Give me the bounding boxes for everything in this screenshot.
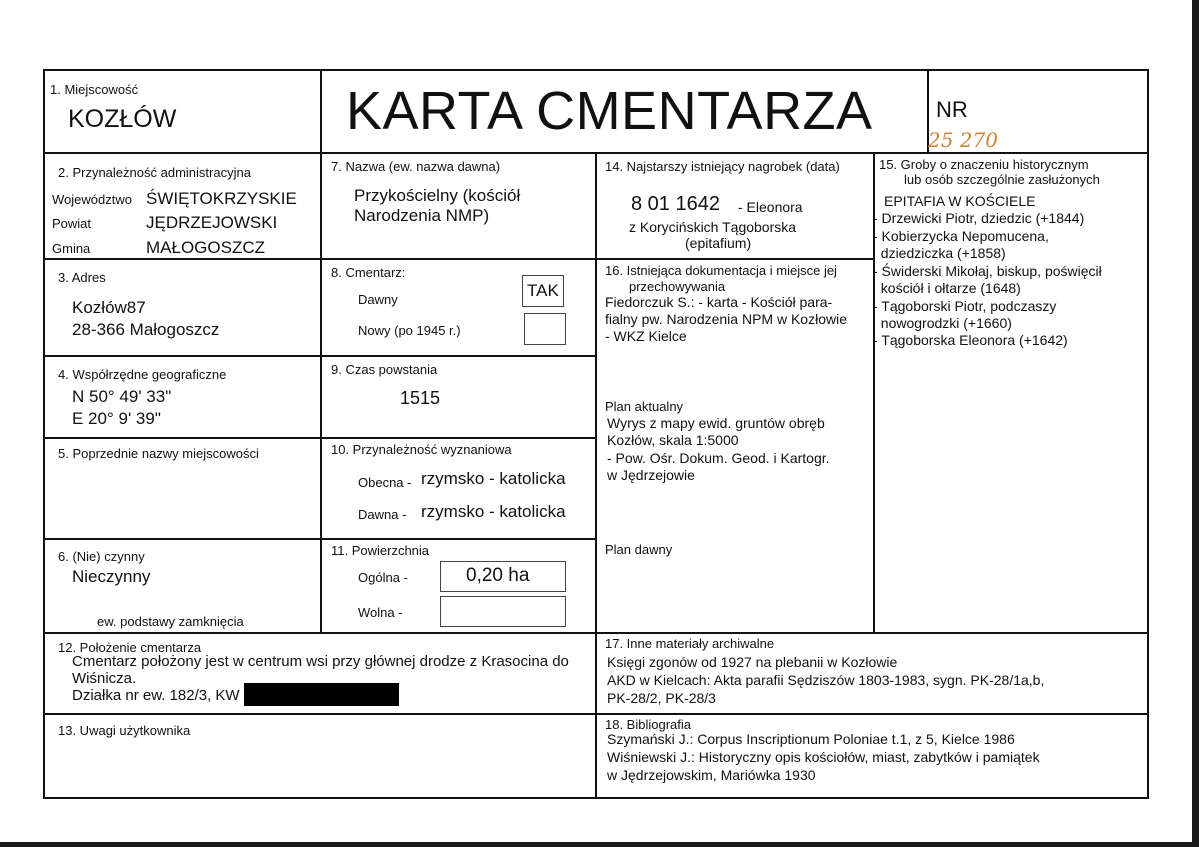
location-line-2: Wiśnicza.	[72, 670, 137, 687]
old-cemetery-value: TAK	[527, 281, 559, 300]
scan-edge-bottom	[0, 842, 1199, 847]
field-16-label: 16. Istniejąca dokumentacja i miejsce jej	[605, 263, 837, 278]
field-18-label: 18. Bibliografia	[605, 717, 691, 732]
former-denomination-value: rzymsko - katolicka	[421, 502, 566, 521]
bibliography-line-2: Wiśniewski J.: Historyczny opis kościołów, miast, zabytków i pamiątek	[607, 749, 1040, 765]
new-cemetery-box	[524, 313, 566, 345]
field-9-label: 9. Czas powstania	[331, 362, 438, 377]
field-5-label: 5. Poprzednie nazwy miejscowości	[58, 446, 259, 461]
documentation-line-2: fialny pw. Narodzenia NPM w Kozłowie	[605, 311, 847, 327]
bibliography-line-1: Szymański J.: Corpus Inscriptionum Poloniae t.1, z 5, Kielce 1986	[607, 731, 1015, 747]
historic-graves-heading: EPITAFIA W KOŚCIELE	[884, 193, 1036, 209]
current-plan-line-4: w Jędrzejowie	[607, 467, 695, 483]
field-3-label: 3. Adres	[58, 270, 106, 285]
historic-grave-line-4: - Świderski Mikołaj, biskup, poświęcił	[873, 263, 1102, 279]
redaction-bar	[244, 683, 399, 706]
nr-handwritten: 25 270	[928, 128, 998, 152]
historic-grave-line-7: nowogrodzki (+1660)	[873, 315, 1012, 331]
nr-label: NR	[936, 97, 968, 122]
field-6-label: 6. (Nie) czynny	[58, 549, 145, 564]
free-area-box	[440, 596, 566, 627]
field-1-label: 1. Miejscowość	[50, 82, 139, 97]
field-10-label: 10. Przynależność wyznaniowa	[331, 442, 512, 457]
documentation-line-1: Fiedorczuk S.: - karta - Kościół para-	[605, 294, 833, 310]
oldest-tomb-name: - Eleonora	[738, 199, 803, 215]
founding-year-value: 1515	[400, 388, 441, 408]
total-area-label: Ogólna -	[358, 570, 408, 585]
new-cemetery-label: Nowy (po 1945 r.)	[358, 323, 461, 338]
closure-reason-label: ew. podstawy zamknięcia	[97, 614, 244, 629]
field-12-label: 12. Położenie cmentarza	[58, 640, 202, 655]
cemetery-name-line-1: Przykościelny (kościół	[354, 186, 521, 205]
field-11-label: 11. Powierzchnia	[331, 543, 430, 558]
current-plan-line-3: - Pow. Ośr. Dokum. Geod. i Kartogr.	[607, 450, 830, 466]
oldest-tomb-date: 8 01 1642	[631, 193, 720, 215]
scan-edge-right	[1192, 0, 1199, 847]
field-15-label-2: lub osób szczególnie zasłużonych	[904, 172, 1100, 187]
historic-grave-line-5: kościół i ołtarze (1648)	[873, 280, 1021, 296]
current-denomination-label: Obecna -	[358, 475, 412, 490]
total-area-value: 0,20 ha	[466, 565, 530, 586]
field-7-label: 7. Nazwa (ew. nazwa dawna)	[331, 159, 501, 174]
archive-line-1: Księgi zgonów od 1927 na plebanii w Kozłowie	[607, 654, 898, 670]
former-denomination-label: Dawna -	[358, 507, 407, 522]
locality-value: KOZŁÓW	[68, 105, 177, 133]
current-plan-line-2: Kozłów, skala 1:5000	[607, 432, 739, 448]
field-16-label-2: przechowywania	[629, 279, 726, 294]
longitude-value: E 20° 9' 39"	[72, 409, 161, 428]
free-area-label: Wolna -	[358, 605, 403, 620]
field-15-label: 15. Groby o znaczeniu historycznym	[879, 157, 1089, 172]
commune-label: Gmina	[52, 241, 91, 256]
field-13-label: 13. Uwagi użytkownika	[58, 723, 191, 738]
county-value: JĘDRZEJOWSKI	[146, 213, 278, 232]
field-8-label: 8. Cmentarz:	[331, 265, 406, 280]
commune-value: MAŁOGOSZCZ	[146, 238, 266, 257]
address-line-1: Kozłów87	[72, 298, 146, 317]
active-status-value: Nieczynny	[72, 567, 151, 586]
card-title: KARTA CMENTARZA	[346, 81, 873, 141]
cemetery-name-line-2: Narodzenia NMP)	[354, 206, 490, 225]
historic-grave-line-8: - Tągoborska Eleonora (+1642)	[873, 332, 1068, 348]
location-line-1: Cmentarz położony jest w centrum wsi przy głównej drodze z Krasocina do	[72, 653, 569, 670]
current-denomination-value: rzymsko - katolicka	[421, 469, 566, 488]
current-plan-label: Plan aktualny	[605, 399, 684, 414]
voivodeship-value: ŚWIĘTOKRZYSKIE	[146, 189, 297, 208]
former-plan-label: Plan dawny	[605, 542, 673, 557]
latitude-value: N 50° 49' 33"	[72, 387, 172, 406]
archive-line-2: AKD w Kielcach: Akta parafii Sędziszów 1803-1983, sygn. PK-28/1a,b,	[607, 672, 1045, 688]
county-label: Powiat	[52, 216, 92, 231]
historic-grave-line-3: dziedziczka (+1858)	[873, 245, 1006, 261]
oldest-tomb-line-2: z Korycińskich Tągoborska	[629, 219, 797, 235]
documentation-line-3: - WKZ Kielce	[605, 328, 687, 344]
location-line-3: Działka nr ew. 182/3, KW	[72, 687, 240, 704]
bibliography-line-3: w Jędrzejowskim, Mariówka 1930	[607, 767, 816, 783]
archive-line-3: PK-28/2, PK-28/3	[607, 690, 716, 706]
oldest-tomb-line-3: (epitafium)	[685, 235, 752, 251]
address-line-2: 28-366 Małogoszcz	[72, 320, 220, 339]
historic-grave-line-2: - Kobierzycka Nepomucena,	[873, 228, 1049, 244]
historic-grave-line-1: - Drzewicki Piotr, dziedzic (+1844)	[873, 210, 1085, 226]
old-cemetery-label: Dawny	[358, 292, 398, 307]
field-4-label: 4. Współrzędne geograficzne	[58, 367, 227, 382]
field-14-label: 14. Najstarszy istniejący nagrobek (data)	[605, 159, 840, 174]
current-plan-line-1: Wyrys z mapy ewid. gruntów obręb	[607, 415, 825, 431]
voivodeship-label: Województwo	[52, 192, 132, 207]
field-17-label: 17. Inne materiały archiwalne	[605, 636, 775, 651]
field-2-label: 2. Przynależność administracyjna	[58, 165, 251, 180]
historic-grave-line-6: - Tągoborski Piotr, podczaszy	[873, 298, 1057, 314]
